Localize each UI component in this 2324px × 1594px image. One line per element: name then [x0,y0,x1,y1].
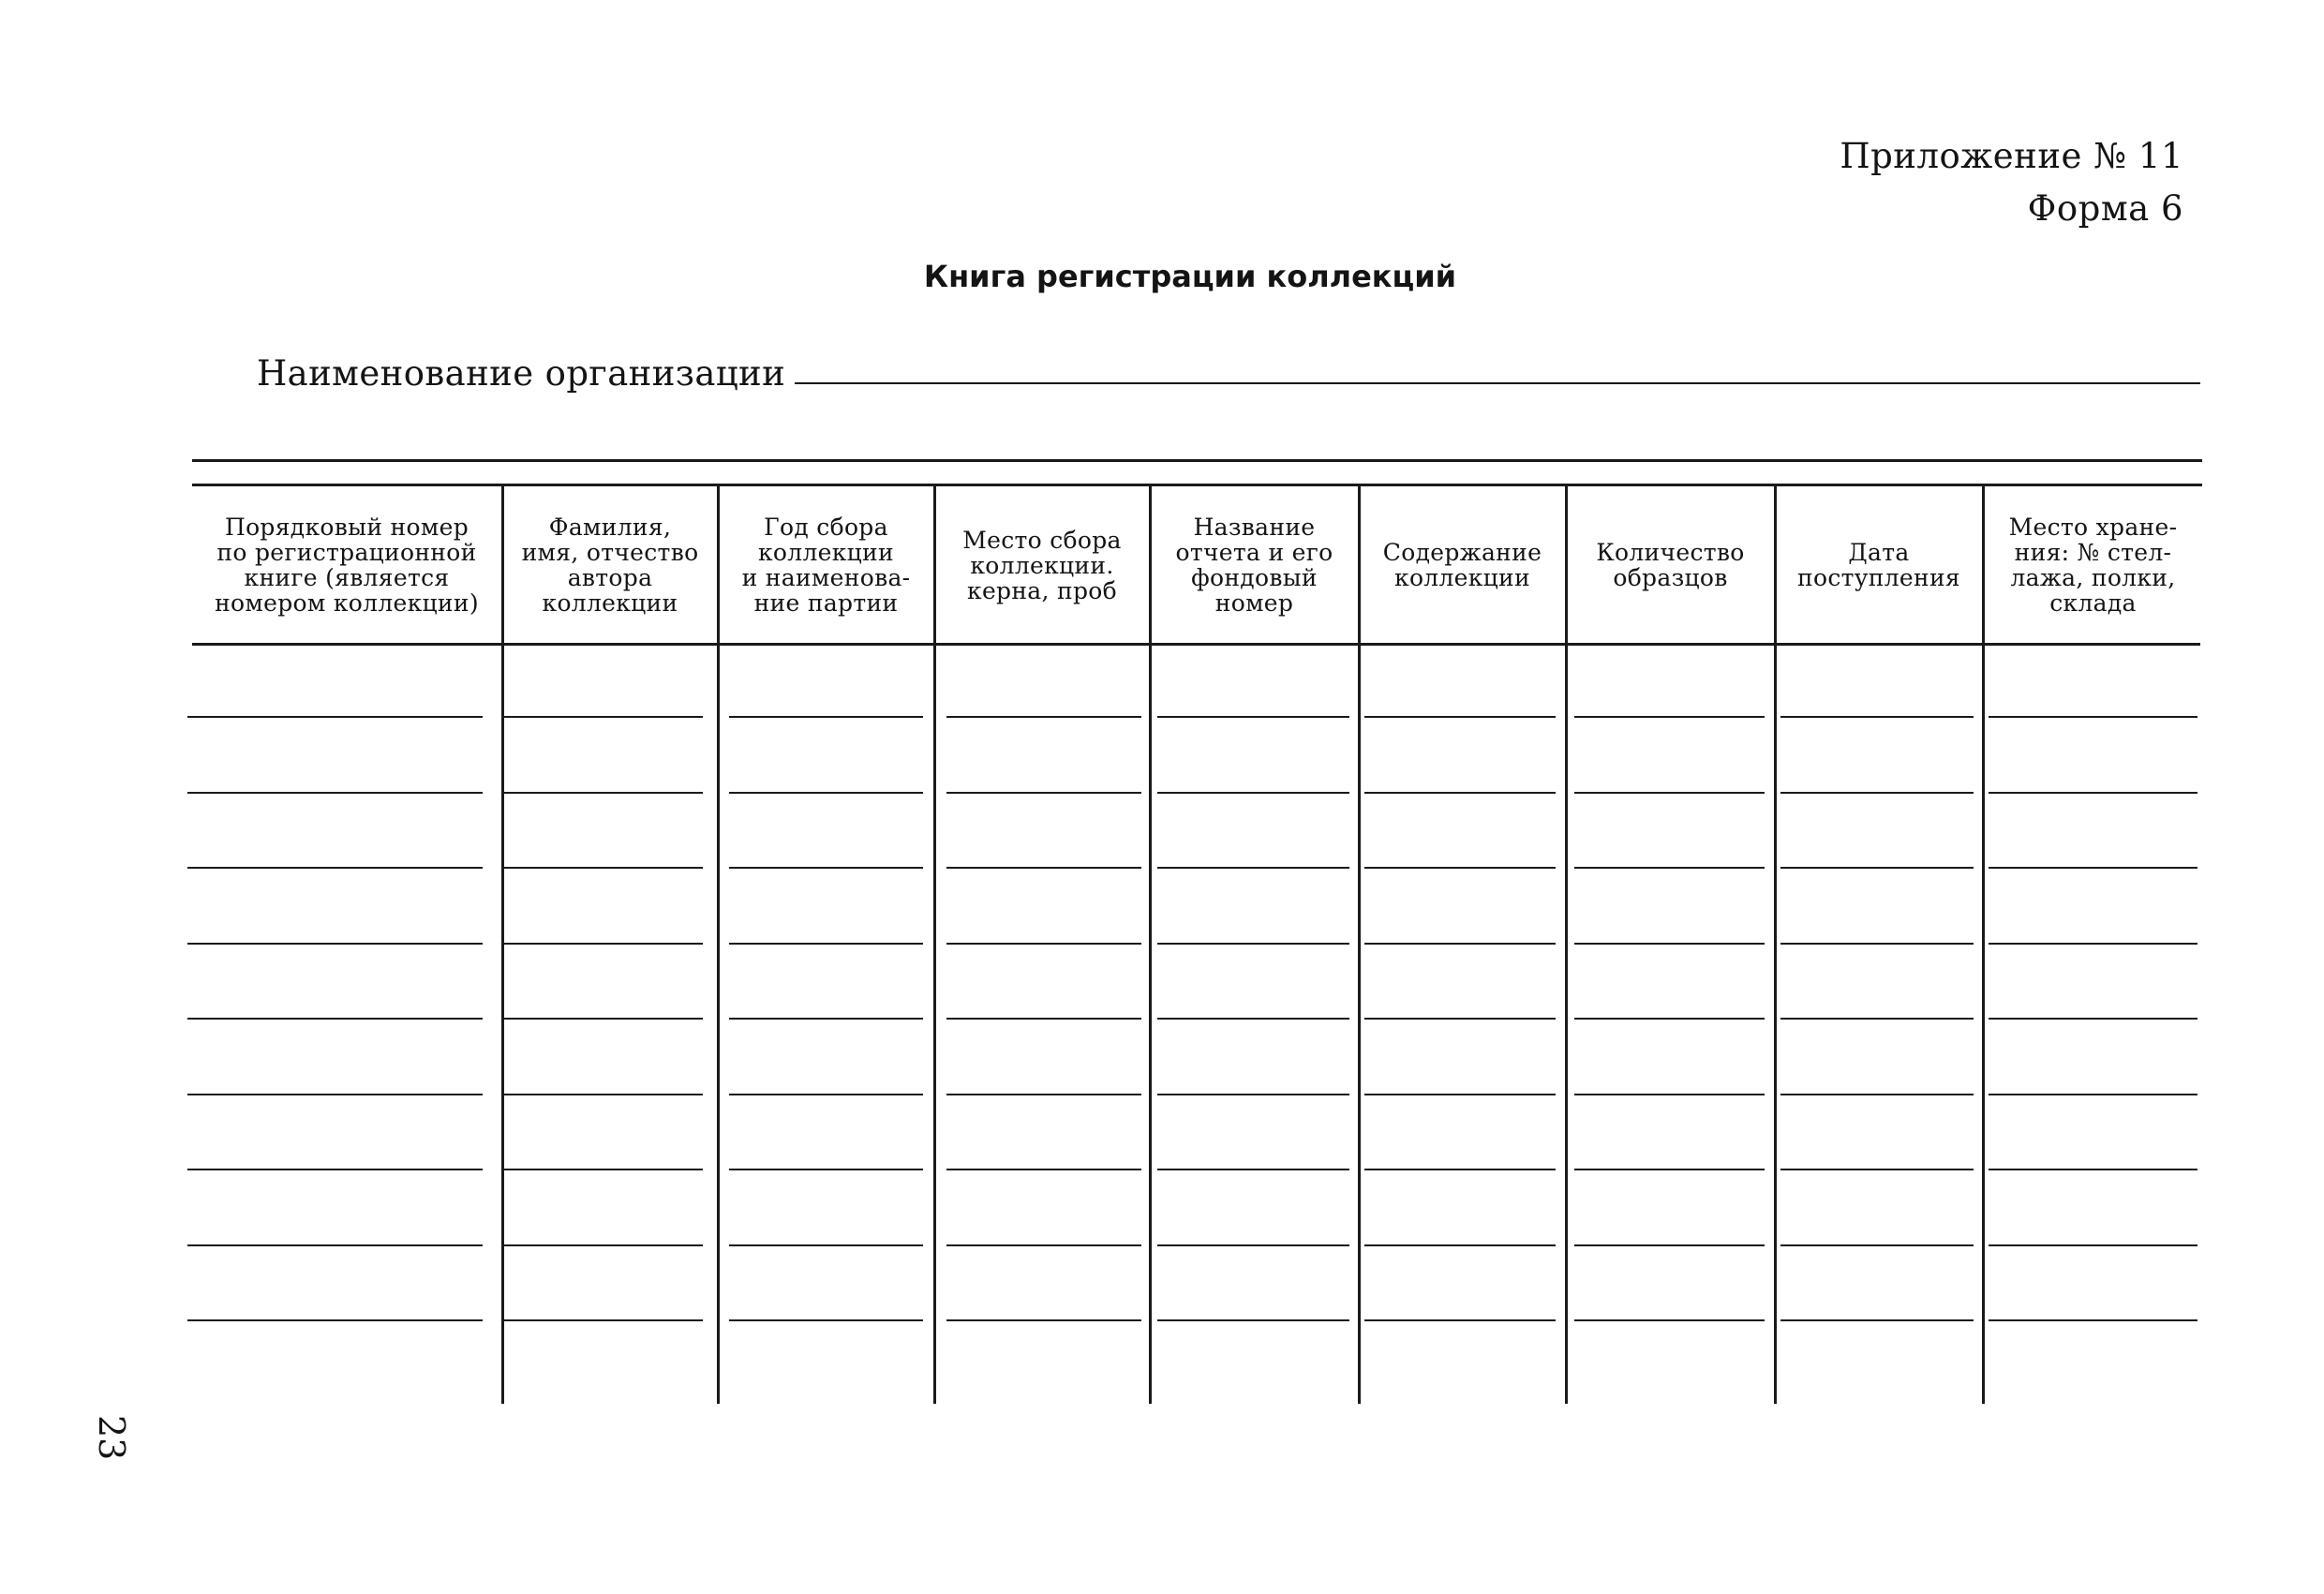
table-cell-line[interactable] [1157,1244,1349,1246]
page-number: 23 [91,1415,132,1461]
table-cell-line[interactable] [1574,1169,1765,1170]
column-header-sample-count: Количество образцов [1596,539,1745,591]
table-cell-line[interactable] [187,716,483,718]
table-cell-line[interactable] [187,1169,483,1170]
table-top-border [192,484,2202,486]
table-cell-line[interactable] [1574,1319,1765,1321]
table-cell-line[interactable] [1574,1244,1765,1246]
table-cell-line[interactable] [504,1018,703,1020]
organization-row [257,353,2200,394]
table-cell-line[interactable] [504,1319,703,1321]
table-cell-line[interactable] [1780,792,1974,794]
table-cell-line[interactable] [1989,1094,2197,1095]
table-cell-line[interactable] [729,1094,923,1095]
table-cell-line[interactable] [1157,943,1349,945]
table-cell-line[interactable] [187,867,483,869]
column-header-year-party: Год сбора коллекции и наименова- ние партии [741,514,911,617]
column-header-collection-content: Содержание коллекции [1382,539,1542,591]
appendix-number: Приложение № 11 [1840,136,2183,176]
table-cell-line[interactable] [1989,1169,2197,1170]
table-cell-line[interactable] [1364,1169,1556,1170]
organization-fill-line-2[interactable] [192,459,2202,462]
table-cell-line[interactable] [1780,1244,1974,1246]
table-cell-line[interactable] [1780,943,1974,945]
table-cell-line[interactable] [729,716,923,718]
table-cell-line[interactable] [1780,1018,1974,1020]
column-header-collection-place: Место сбора коллекции. керна, проб [962,526,1122,604]
table-cell-line[interactable] [1364,1018,1556,1020]
table-cell-line[interactable] [1989,1319,2197,1321]
table-cell-line[interactable] [946,1244,1141,1246]
table-cell-line[interactable] [1157,716,1349,718]
table-cell-line[interactable] [1157,1319,1349,1321]
table-cell-line[interactable] [1157,1018,1349,1020]
table-cell-line[interactable] [187,943,483,945]
table-cell-line[interactable] [1780,867,1974,869]
table-cell-line[interactable] [1157,867,1349,869]
table-cell-line[interactable] [1574,792,1765,794]
table-cell-line[interactable] [1157,792,1349,794]
table-cell-line[interactable] [504,792,703,794]
table-cell-line[interactable] [187,1244,483,1246]
table-cell-line[interactable] [1574,867,1765,869]
table-cell-line[interactable] [1989,867,2197,869]
column-header-receipt-date: Дата поступления [1797,539,1960,591]
table-cell-line[interactable] [1574,716,1765,718]
table-cell-line[interactable] [504,1169,703,1170]
organization-label: Наименование организации [257,353,786,394]
table-cell-line[interactable] [1780,1094,1974,1095]
table-cell-line[interactable] [1364,1319,1556,1321]
table-cell-line[interactable] [504,867,703,869]
table-cell-line[interactable] [1157,1169,1349,1170]
page-title: Книга регистрации коллекций [923,259,1457,294]
table-cell-line[interactable] [1364,1094,1556,1095]
table-cell-line[interactable] [946,1169,1141,1170]
table-header-border [192,643,2200,646]
table-cell-line[interactable] [1157,1094,1349,1095]
table-cell-line[interactable] [946,792,1141,794]
form-number: Форма 6 [2027,188,2183,229]
table-cell-line[interactable] [1989,943,2197,945]
table-cell-line[interactable] [1574,1018,1765,1020]
table-cell-line[interactable] [729,943,923,945]
table-cell-line[interactable] [187,1018,483,1020]
column-header-registration-number: Порядковый номер по регистрационной книге (является номером коллекции) [215,514,479,617]
organization-fill-line[interactable] [795,382,2200,384]
column-header-report-name: Название отчета и его фондовый номер [1175,514,1333,617]
table-cell-line[interactable] [504,1244,703,1246]
table-cell-line[interactable] [504,716,703,718]
column-header-storage-place: Место хране- ния: № стел- лажа, полки, склада [2008,514,2178,617]
table-cell-line[interactable] [1989,716,2197,718]
table-cell-line[interactable] [729,867,923,869]
table-cell-line[interactable] [504,943,703,945]
table-cell-line[interactable] [729,1244,923,1246]
column-header-author: Фамилия, имя, отчество автора коллекции [521,514,699,617]
table-cell-line[interactable] [187,1319,483,1321]
table-cell-line[interactable] [1780,716,1974,718]
table-cell-line[interactable] [729,1018,923,1020]
table-cell-line[interactable] [1364,1244,1556,1246]
table-cell-line[interactable] [946,867,1141,869]
table-cell-line[interactable] [1364,792,1556,794]
table-cell-line[interactable] [504,1094,703,1095]
table-cell-line[interactable] [1574,943,1765,945]
table-cell-line[interactable] [1364,867,1556,869]
table-cell-line[interactable] [946,716,1141,718]
table-cell-line[interactable] [1574,1094,1765,1095]
table-cell-line[interactable] [729,1319,923,1321]
table-cell-line[interactable] [946,1094,1141,1095]
table-cell-line[interactable] [946,1018,1141,1020]
table-cell-line[interactable] [1989,1018,2197,1020]
table-cell-line[interactable] [1364,943,1556,945]
table-cell-line[interactable] [187,792,483,794]
table-cell-line[interactable] [946,943,1141,945]
table-cell-line[interactable] [1989,792,2197,794]
table-cell-line[interactable] [729,792,923,794]
table-cell-line[interactable] [1364,716,1556,718]
table-cell-line[interactable] [187,1094,483,1095]
table-cell-line[interactable] [729,1169,923,1170]
table-cell-line[interactable] [946,1319,1141,1321]
table-cell-line[interactable] [1989,1244,2197,1246]
table-cell-line[interactable] [1780,1169,1974,1170]
table-cell-line[interactable] [1780,1319,1974,1321]
